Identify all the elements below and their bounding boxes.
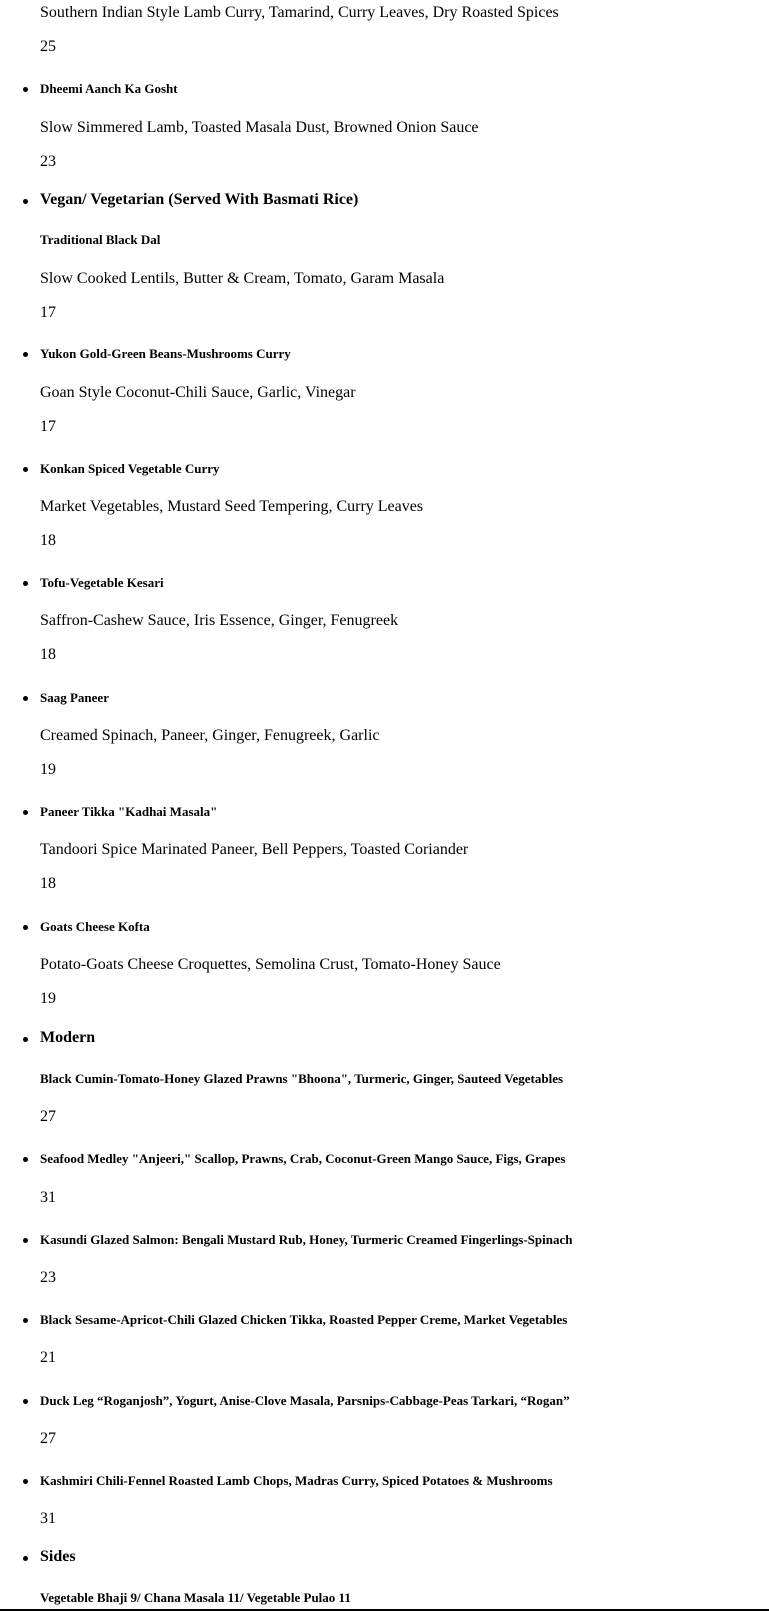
dheemi-name: Dheemi Aanch Ka Gosht bbox=[40, 81, 178, 96]
vegan-item-price: 18 bbox=[40, 646, 56, 663]
bullet-icon bbox=[23, 581, 28, 586]
vegan-item-description: Tandoori Spice Marinated Paneer, Bell Peppers, Toasted Coriander bbox=[40, 841, 469, 858]
bullet-icon bbox=[23, 1556, 28, 1561]
vegan-item-price: 18 bbox=[40, 875, 56, 892]
dheemi-price: 23 bbox=[40, 153, 56, 170]
vegan-item-description: Market Vegetables, Mustard Seed Tempering, Curry Leaves bbox=[40, 498, 424, 515]
lamb-curry-description: Southern Indian Style Lamb Curry, Tamarind, Curry Leaves, Dry Roasted Spices bbox=[40, 4, 559, 21]
dheemi-description: Slow Simmered Lamb, Toasted Masala Dust, Browned Onion Sauce bbox=[40, 119, 479, 136]
bullet-icon bbox=[23, 1037, 28, 1042]
bullet-icon bbox=[23, 1318, 28, 1323]
vegan-item-price: 17 bbox=[40, 304, 56, 321]
vegan-item-name: Traditional Black Dal bbox=[40, 232, 161, 247]
modern-item-price: 23 bbox=[40, 1269, 56, 1286]
modern-item-name: Kashmiri Chili-Fennel Roasted Lamb Chops, Madras Curry, Spiced Potatoes & Mushrooms bbox=[40, 1473, 553, 1488]
vegan-item-description: Goan Style Coconut-Chili Sauce, Garlic, Vinegar bbox=[40, 384, 356, 401]
vegan-item-name: Saag Paneer bbox=[40, 690, 109, 705]
modern-item-name: Kasundi Glazed Salmon: Bengali Mustard Rub, Honey, Turmeric Creamed Fingerlings-Spinach bbox=[40, 1232, 573, 1247]
bullet-icon bbox=[23, 352, 28, 357]
vegan-item-name: Konkan Spiced Vegetable Curry bbox=[40, 461, 220, 476]
modern-item-price: 21 bbox=[40, 1349, 56, 1366]
modern-item-price: 31 bbox=[40, 1510, 56, 1527]
bullet-icon bbox=[23, 1157, 28, 1162]
vegan-category-heading: Vegan/ Vegetarian (Served With Basmati Rice) bbox=[40, 191, 359, 208]
modern-item-price: 27 bbox=[40, 1430, 56, 1447]
modern-item-price: 31 bbox=[40, 1189, 56, 1206]
modern-item-name: Black Sesame-Apricot-Chili Glazed Chicken Tikka, Roasted Pepper Creme, Market Vegetables bbox=[40, 1312, 568, 1327]
vegan-item-description: Saffron-Cashew Sauce, Iris Essence, Ginger, Fenugreek bbox=[40, 612, 399, 629]
bullet-icon bbox=[23, 199, 28, 204]
bullet-icon bbox=[23, 925, 28, 930]
vegan-item-name: Yukon Gold-Green Beans-Mushrooms Curry bbox=[40, 346, 291, 361]
lamb-curry-price: 25 bbox=[40, 38, 56, 55]
bullet-icon bbox=[23, 467, 28, 472]
bullet-icon bbox=[23, 1479, 28, 1484]
vegan-item-price: 19 bbox=[40, 761, 56, 778]
bullet-icon bbox=[23, 1399, 28, 1404]
bullet-icon bbox=[23, 810, 28, 815]
vegan-item-name: Goats Cheese Kofta bbox=[40, 919, 150, 934]
vegan-item-price: 17 bbox=[40, 418, 56, 435]
modern-item-name: Duck Leg “Roganjosh”, Yogurt, Anise-Clove Masala, Parsnips-Cabbage-Peas Tarkari, “Rogan” bbox=[40, 1393, 570, 1408]
sides-category-heading: Sides bbox=[40, 1548, 76, 1565]
bullet-icon bbox=[23, 1238, 28, 1243]
modern-item-price: 27 bbox=[40, 1108, 56, 1125]
modern-item-name: Black Cumin-Tomato-Honey Glazed Prawns "Bhoona", Turmeric, Ginger, Sauteed Vegetables bbox=[40, 1071, 564, 1086]
bullet-icon bbox=[23, 696, 28, 701]
bullet-icon bbox=[23, 87, 28, 92]
vegan-item-price: 19 bbox=[40, 990, 56, 1007]
vegan-item-price: 18 bbox=[40, 532, 56, 549]
vegan-item-name: Paneer Tikka "Kadhai Masala" bbox=[40, 804, 218, 819]
vegan-item-description: Creamed Spinach, Paneer, Ginger, Fenugreek, Garlic bbox=[40, 727, 380, 744]
modern-category-heading: Modern bbox=[40, 1029, 96, 1046]
modern-item-name: Seafood Medley "Anjeeri," Scallop, Prawns, Crab, Coconut-Green Mango Sauce, Figs, Grapes bbox=[40, 1151, 566, 1166]
sides-items: Vegetable Bhaji 9/ Chana Masala 11/ Vegetable Pulao 11 bbox=[40, 1590, 351, 1605]
vegan-item-description: Potato-Goats Cheese Croquettes, Semolina Crust, Tomato-Honey Sauce bbox=[40, 956, 501, 973]
vegan-item-name: Tofu-Vegetable Kesari bbox=[40, 575, 164, 590]
vegan-item-description: Slow Cooked Lentils, Butter & Cream, Tomato, Garam Masala bbox=[40, 270, 445, 287]
